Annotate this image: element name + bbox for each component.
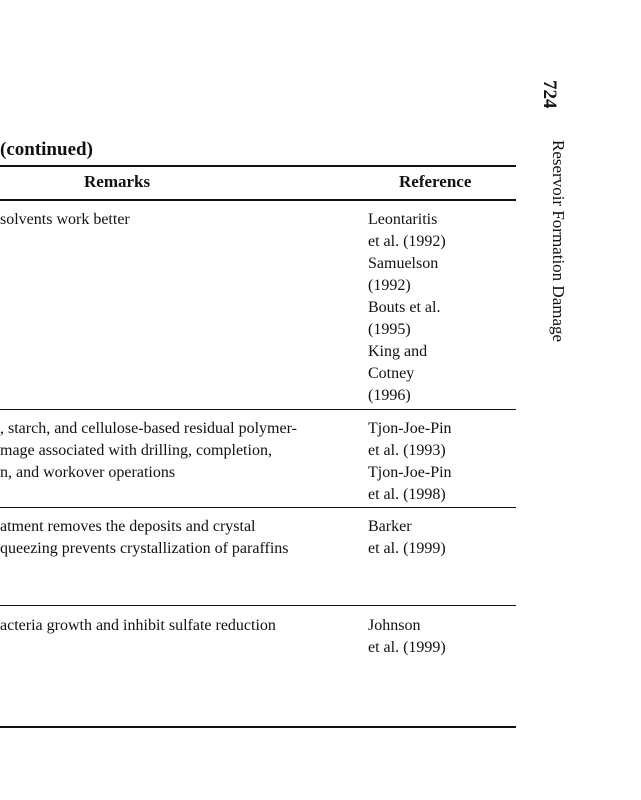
reference-line: Bouts et al. [368, 299, 441, 316]
remarks-cell [0, 418, 360, 484]
reference-line: King and [368, 343, 428, 360]
reference-line: Cotney [368, 365, 415, 382]
row-divider [0, 507, 516, 508]
reference-line: (1995) [368, 321, 411, 338]
remarks-line: acteria growth and inhibit sulfate reduction [0, 617, 276, 634]
reference-line: Barker [368, 518, 412, 535]
remarks-cell [0, 209, 360, 231]
reference-line: et al. (1999) [368, 639, 446, 656]
page-number: 724 [539, 80, 560, 109]
remarks-line: queezing prevents crystallization of paraffins [0, 540, 289, 557]
header-bottom-rule [0, 199, 516, 201]
remarks-cell [0, 615, 360, 637]
reference-line: Tjon-Joe-Pin [368, 420, 452, 437]
book-title: Reservoir Formation Damage [549, 140, 568, 343]
reference-line: (1992) [368, 277, 411, 294]
reference-cell [368, 418, 508, 506]
reference-cell [368, 516, 508, 560]
remarks-line: mage associated with drilling, completion, [0, 442, 272, 459]
reference-line: (1996) [368, 387, 411, 404]
reference-line: Leontaritis [368, 211, 438, 228]
remarks-line: n, and workover operations [0, 464, 176, 481]
reference-line: et al. (1993) [368, 442, 446, 459]
reference-line: et al. (1999) [368, 540, 446, 557]
table-top-rule [0, 165, 516, 167]
row-divider [0, 605, 516, 606]
table-caption: (continued) [0, 139, 93, 160]
remarks-cell [0, 516, 360, 560]
reference-line: Johnson [368, 617, 421, 634]
row-divider [0, 409, 516, 410]
reference-cell [368, 615, 508, 659]
reference-line: Samuelson [368, 255, 439, 272]
reference-line: Tjon-Joe-Pin [368, 464, 452, 481]
column-header-reference: Reference [399, 172, 472, 191]
reference-line: et al. (1992) [368, 233, 446, 250]
table-bottom-rule [0, 726, 516, 728]
remarks-line: , starch, and cellulose-based residual polymer- [0, 420, 297, 437]
reference-line: et al. (1998) [368, 486, 446, 503]
remarks-line: solvents work better [0, 211, 130, 228]
remarks-line: atment removes the deposits and crystal [0, 518, 256, 535]
column-header-remarks: Remarks [84, 172, 151, 191]
reference-cell [368, 209, 508, 407]
